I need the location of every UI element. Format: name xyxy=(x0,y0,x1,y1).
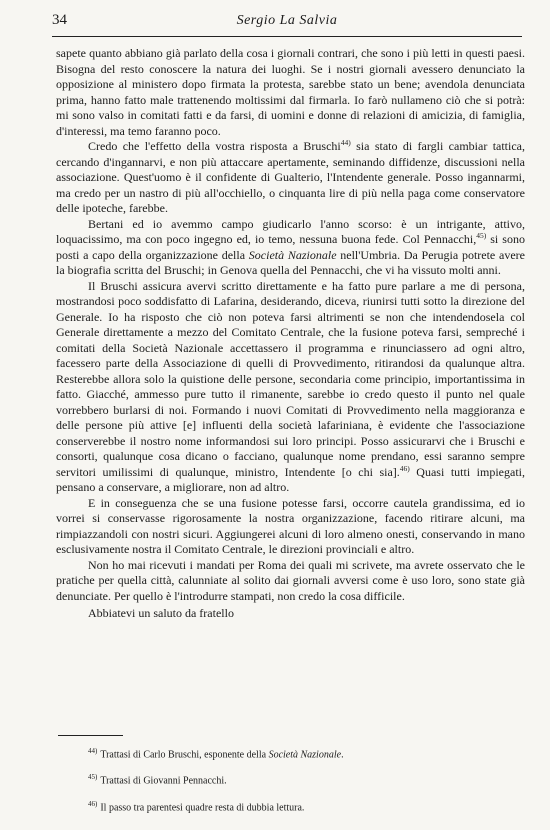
footnote-text-b: . xyxy=(341,749,344,761)
paragraph-1: sapete quanto abbiano già parlato della cosa i giornali contrari, che sono i più letti in questi paesi. Bisogna del resto conoscere la natura dei luoghi. Se i nostri giornali avessero denunciato la opposizione al ministero dopo firmata la protesta, sarebbe stato un bene; avendola denunciata prima, hanno fatto male trattenendo moltissimi dal firmarla. Io farò nullameno ciò che si potrà: mi sono valso in comitati fatti e da farsi, di uomini e donne di relazioni di amicizia, di famiglia, d'interessi, ma temo faranno poco. xyxy=(56,46,525,138)
paragraph-2-text-a: Credo che l'effetto della vostra risposta a Bruschi xyxy=(88,139,341,153)
running-head: Sergio La Salvia xyxy=(236,13,338,28)
footnote-ref-46: 46) xyxy=(399,463,410,473)
paragraph-6: Non ho mai ricevuti i mandati per Roma dei quali mi scrivete, ma avrete osservato che le pratiche per quella città, calunniate al solito dai giornali avversi come è uso loro, sono state già denunciate. Per quello è l'introdurre stampati, non credo la cosa difficile. xyxy=(56,557,525,603)
header-rule xyxy=(52,36,522,37)
footnote-italic: Società Nazionale xyxy=(268,749,342,761)
footnote-number: 45) xyxy=(88,773,98,782)
paragraph-3-italic: Società Nazionale xyxy=(248,247,337,262)
paragraph-4 xyxy=(56,279,525,496)
footnote-number: 46) xyxy=(88,799,98,808)
paragraph-4-text-a: Il Bruschi assicura avervi scritto direttamente e ha fatto pure parlare a me di persona, mostrandosi poco soddisfatto di Lafarina, desiderando, diceva, riunirsi tutti sotto la direzione del Generale. Io ha risposto che ciò non poteva farsi altrimenti se non che intendendosela col Generale direttamente a mezzo del Comitato Centrale, che la fusione poteva farsi, sempreché i comitati della Società Nazionale accettassero il programma e rinunciassero ad ogni altro, facessero parte della Associazione di quelli di Provvedimento, ritirandosi da qualunque altra. Resterebbe allora solo la quistione delle persone, secondaria come principio, importantissima in fatto. Giacché, ammesso pure tutto il rimanente, sarebbe io credo questo il punto nel quale vorrebbero burlarsi di noi. Formando i nuovi Comitati di Provvedimento nella maggioranza e delle persone più attive [e] influenti della società lafariniana, è evidente che l'associazione conserverebbe il nostro nome informandosi sui loro principi. Posso assicurarvi che i Bruschi e consorti, qualunque cosa dicano o facciano, qualunque nome prendano, essi saranno sempre servitori umilissimi di qualunque, ministro, Intendente [o chi sia]. xyxy=(56,278,525,479)
body-text xyxy=(56,46,525,622)
footnote-46 xyxy=(88,798,518,814)
paragraph-2 xyxy=(56,139,525,217)
paragraph-2-text-b: sia stato di fargli cambiar tattica, cercando d'ingannarvi, e non più attaccare apertamente, seminando diffidenze, discussioni nella associazione. Quest'uomo è il confidente di Gualterio, l'Intendente generale. Posso ingannarmi, ma credo per un nastro di più all'occhiello, o cinquanta lire di più nella paga come conservatore delle ipoteche, farebbe. xyxy=(56,139,526,215)
footnote-ref-45: 45) xyxy=(476,231,487,240)
footnote-text-a: Il passo tra parentesi quadre resta di dubbia lettura. xyxy=(100,801,305,813)
paragraph-3-text-a: Bertani ed io avemmo campo giudicarlo l'anno scorso: è un intrigante, attivo, loquacissimo, ma con poco ingegno ed, io temo, nessuna buona fede. Col Pennacchi, xyxy=(56,216,525,246)
footnote-text-a: Trattasi di Carlo Bruschi, esponente della xyxy=(100,749,269,761)
paragraph-3-text-c: nell'Umbria. Da Perugia potrete avere la biografia scritta del Bruschi; in Genova quella del Pennacchi, che vi ha vissuto molti anni. xyxy=(56,247,525,277)
paragraph-3 xyxy=(56,217,525,279)
footnote-44 xyxy=(88,745,518,761)
footnote-ref-44: 44) xyxy=(340,138,351,147)
footnote-text-a: Trattasi di Giovanni Pennacchi. xyxy=(100,775,227,787)
footnote-rule xyxy=(58,735,123,736)
footnote-number: 44) xyxy=(88,747,98,755)
closing-line: Abbiatevi un saluto da fratello xyxy=(88,606,234,620)
footnote-45 xyxy=(88,771,518,787)
paragraph-5: E in conseguenza che se una fusione potesse farsi, occorre cautela grandissima, ed io vorrei si conservasse rigorosamente la nostra organizzazione, facendo ritirare alcuni, ma rimpiazzandoli con nostri sicuri. Aggiungerei alcuni di loro almeno onesti, conservando in mano esclusivamente nostra il Comitato Centrale, le direzioni provinciali e altro. xyxy=(56,495,525,556)
page-number: 34 xyxy=(52,12,67,28)
page-header xyxy=(52,12,522,34)
footnotes xyxy=(88,745,518,824)
paragraph-4-text-b: Quasi tutti impiegati, pensano a conservare, a migliorare, non ad altro. xyxy=(56,464,525,494)
paragraph-3-text-b: si sono posti a capo della organizzazione della xyxy=(56,232,525,262)
